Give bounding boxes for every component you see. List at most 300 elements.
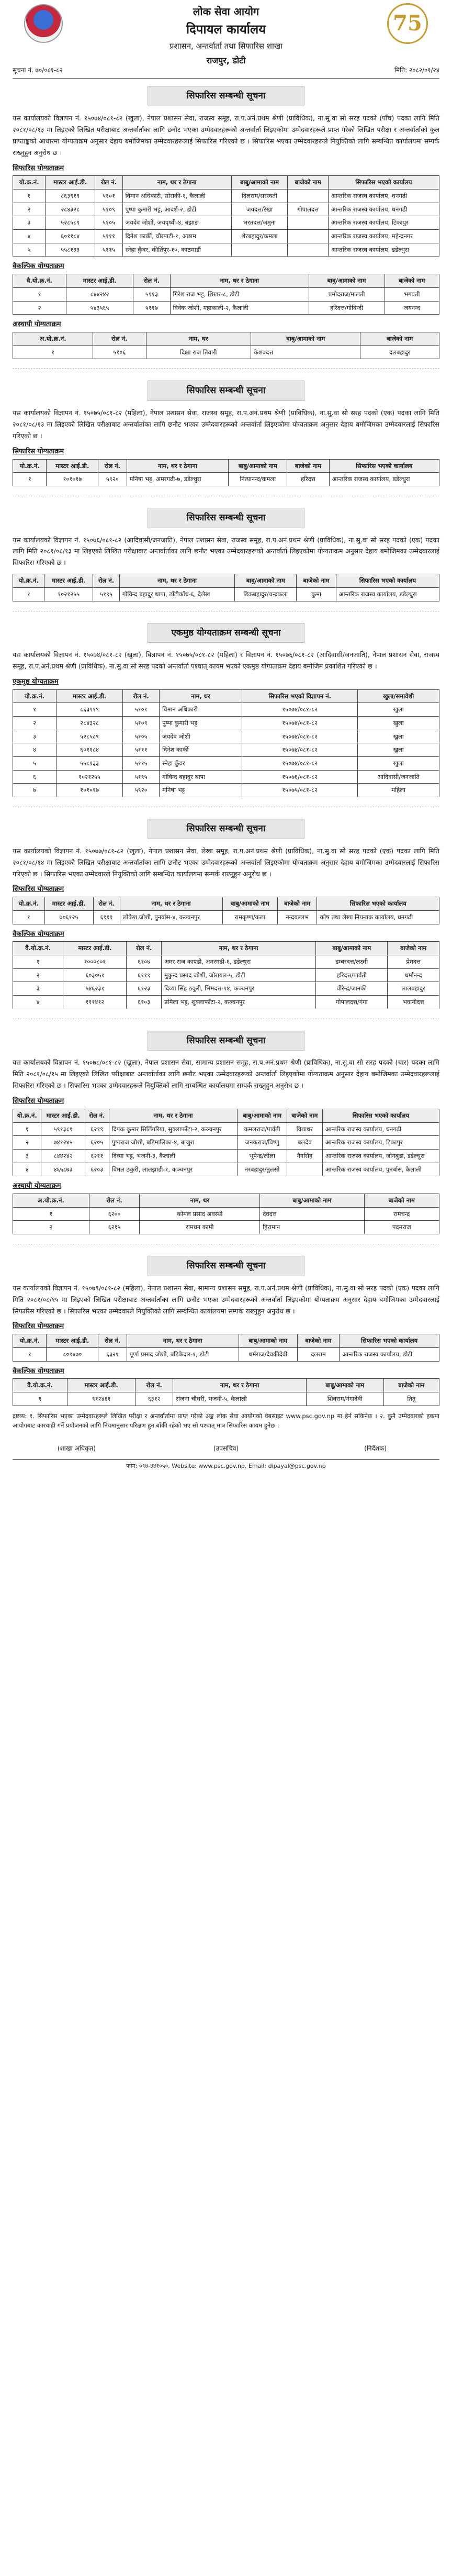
table-cell: देवदत्त: [260, 1207, 364, 1221]
table-row: [13, 587, 439, 601]
table-cell: वीरेन्द्र/जानकी: [316, 982, 388, 996]
table-cell: ८०१४७०: [47, 1347, 98, 1361]
table-cell: अमर राज कापडी, अमरगढी-६, डडेल्धुरा: [161, 955, 315, 969]
table-cell: ६२१९: [85, 1122, 109, 1136]
notice-title: सिफारिस सम्बन्धी सूचना: [148, 508, 304, 528]
table-header-row: [13, 1334, 439, 1348]
signature-under-secretary: (उपसचिव): [213, 1444, 239, 1452]
column-header: यो.क्र.नं.: [13, 1334, 47, 1348]
table-cell: गोविन्द बहादुर थापा, ठाँटीकाँध-६, दैलेख: [119, 587, 234, 601]
table-cell: जयनन्द: [385, 301, 439, 315]
table-cell: [231, 243, 288, 257]
table-cell: जयदेव जोशी: [160, 730, 242, 743]
column-header: मास्टर आई.डी.: [56, 689, 122, 703]
table-cell: ५११५: [123, 757, 160, 771]
column-header: रोल नं.: [89, 1194, 140, 1208]
table-row: [13, 1347, 439, 1361]
column-header: बाबु/आमाको नाम: [251, 332, 360, 346]
table-cell: ८४४२४२: [66, 287, 133, 301]
column-header: बाबु/आमाको नाम: [239, 1334, 297, 1348]
column-header: यो.क्र.नं.: [13, 574, 44, 588]
table-cell: ५१११: [95, 230, 122, 243]
table-cell: १: [13, 1347, 47, 1361]
table-cell: खुला: [358, 703, 439, 717]
table-cell: नैनसिंह: [287, 1149, 322, 1163]
column-header: वै.यो.क्र.नं.: [13, 1379, 67, 1392]
table-cell: जयदत्त/रेखा: [231, 203, 288, 216]
table-cell: शिवराम/गंगादेवी: [306, 1392, 383, 1406]
merit-table: [13, 274, 439, 315]
section-heading: अस्थायी योग्यताक्रम: [13, 1182, 61, 1190]
section-heading: वैकल्पिक योग्यताक्रम: [13, 262, 64, 271]
table-row: [13, 1221, 439, 1234]
table-cell: १: [13, 189, 46, 203]
table-cell: ८६३९१९: [56, 703, 122, 717]
column-header: मास्टर आई.डी.: [44, 897, 93, 911]
table-cell: आन्तरिक राजस्व कार्यालय, धनगढी: [328, 203, 439, 216]
column-header: यो.क्र.नं.: [13, 1109, 41, 1122]
table-row: [13, 996, 439, 1009]
table-cell: २: [13, 1136, 41, 1150]
table-cell: विद्याधर: [287, 1122, 322, 1136]
notice-title: एकमुष्ठ योग्यताक्रम सम्बन्धी सूचना: [148, 623, 304, 643]
table-cell: कोमल प्रसाद अवस्थी: [140, 1207, 260, 1221]
column-header: बाजेको नाम: [288, 176, 329, 189]
column-header: रोल नं.: [127, 942, 162, 955]
column-header: बाबु/आमाको नाम: [222, 897, 277, 911]
column-header: रोल नं.: [123, 689, 160, 703]
column-header: मास्टर आई.डी.: [41, 1109, 85, 1122]
table-cell: १: [13, 955, 63, 969]
table-cell: ६१११: [93, 910, 120, 924]
table-cell: १: [13, 345, 93, 359]
table-cell: २: [13, 203, 46, 216]
section-heading: सिफारिस योग्यताक्रम: [13, 885, 64, 894]
table-cell: ५९२०: [98, 473, 127, 486]
merit-table: [13, 175, 439, 257]
table-cell: आन्तरिक राजस्व कार्यालय, धनगढी: [328, 189, 439, 203]
table-cell: ८६३९१९: [46, 189, 95, 203]
table-cell: ६२०५: [85, 1136, 109, 1150]
notice-title: सिफारिस सम्बन्धी सूचना: [148, 86, 304, 106]
column-header: नाम, थर र ठेगाना: [170, 274, 309, 288]
table-cell: मनिषा भट्ट, अमरगढी-७, डडेल्धुरा: [127, 473, 229, 486]
table-cell: मनिषा भट्ट: [160, 784, 242, 797]
table-cell: नन्दबल्लभ: [277, 910, 317, 924]
table-cell: कोष तथा लेखा नियन्त्रक कार्यालय, धनगढी: [317, 910, 439, 924]
table-cell: गोपालदत्त/गंगा: [316, 996, 388, 1009]
table-cell: ५: [13, 243, 46, 257]
table-cell: स्नेहा कुँवर, कीर्तिपुर-१०, काठमाडौं: [122, 243, 231, 257]
table-row: [13, 955, 439, 969]
table-cell: ६०११८४: [56, 743, 122, 757]
column-header: मास्टर आई.डी.: [63, 942, 127, 955]
table-cell: भगवती: [385, 287, 439, 301]
table-cell: प्रमोदराज/मालती: [309, 287, 385, 301]
column-header: बाजेको नाम: [277, 897, 317, 911]
table-cell: डिकबहादुर/चन्द्रकला: [235, 587, 297, 601]
table-cell: २: [13, 968, 63, 982]
table-row: [13, 968, 439, 982]
merit-table: [13, 689, 439, 797]
table-cell: खुला: [358, 743, 439, 757]
table-row: [13, 982, 439, 996]
table-cell: ८४४२४२: [41, 1149, 85, 1163]
table-cell: पुष्पा कुमारी भट्ट, आदर्श-२, डोटी: [122, 203, 231, 216]
column-header: सिफारिस भएको कार्यालय: [328, 176, 439, 189]
table-cell: ५१११: [123, 743, 160, 757]
table-header-row: [13, 942, 439, 955]
table-header-row: [13, 1194, 439, 1208]
column-header: सिफारिस भएको विज्ञापन नं.: [242, 689, 358, 703]
table-cell: दिव्या भट्ट, भजनी-३, कैलाली: [109, 1149, 238, 1163]
notice: [13, 1019, 439, 1234]
column-header: बाजेको नाम: [385, 274, 439, 288]
column-header: बाजेको नाम: [297, 1334, 339, 1348]
table-header-row: [13, 274, 439, 288]
table-cell: ६११९: [127, 968, 162, 982]
table-cell: पुष्पा कुमारी भट्ट: [160, 717, 242, 730]
table-cell: पदमराज: [364, 1221, 439, 1234]
table-cell: ३: [13, 216, 46, 230]
table-cell: आन्तरिक राजस्व कार्यालय, पुनर्बास, कैलाली: [322, 1163, 439, 1176]
table-cell: धर्मराज/देवकीदेवी: [239, 1347, 297, 1361]
section-heading: सिफारिस योग्यताक्रम: [13, 1097, 64, 1106]
table-cell: [288, 243, 329, 257]
table-cell: आन्तरिक राजस्व कार्यालय, जोगबुडा, डडेल्धुरा: [322, 1149, 439, 1163]
column-header: बाजेको नाम: [360, 332, 439, 346]
table-cell: ५५८१३३: [46, 243, 95, 257]
table-cell: ५४६२३१: [63, 982, 127, 996]
column-header: मास्टर आई.डी.: [67, 1379, 135, 1392]
column-header: यो.क्र.नं.: [13, 689, 56, 703]
table-cell: ५१०५: [95, 216, 122, 230]
table-cell: १५०७४/०८१-८२: [242, 703, 358, 717]
table-cell: दलबहादुर: [360, 345, 439, 359]
table-cell: हरिदत्त/पार्वती: [316, 968, 388, 982]
signature-section-officer: (शाखा अधिकृत): [57, 1444, 96, 1452]
table-cell: ५११७: [133, 301, 170, 315]
column-header: वै.यो.क्र.नं.: [13, 942, 63, 955]
notice-body: यस कार्यालयको विज्ञापन नं. १५०७७/०८१-८२ (खुला), नेपाल प्रशासन सेवा, लेखा समूह, रा.प.अनं.प्रथम श्रेणी (प्राविधिक), ना.सु.वा सो सरह पदको (एक) पदका लागि मिति २०८१/०८/१४ मा लिइएको लिखित परीक्षाबाट अन्तर्वार्ताका लागि छनौट भएका उम्मेदवारहरूको अन्तर्वार्ता लिइएकोमा योग्यताक्रम अनुसार देहाय बमोजिमका उम्मेदवारलाई सिफारिस गरिएको छ । सिफारिस भएका उम्मेदवारले नियुक्तिको लागि सम्बन्धित कार्यालयमा सम्पर्क राख्नुहुन अनुरोध छ ।: [13, 846, 439, 878]
table-cell: १: [13, 910, 45, 924]
notice: [13, 611, 439, 798]
column-header: सिफारिस भएको कार्यालय: [317, 897, 439, 911]
table-cell: ५१०१: [95, 189, 122, 203]
table-cell: ५: [13, 757, 56, 771]
table-cell: १५०७४/०८१-८२: [242, 743, 358, 757]
notice-body: यस कार्यालयको विज्ञापन नं. १५०७५/०८१-८२ (महिला), नेपाल प्रशासन सेवा, राजस्व समूह, रा.प.अनं.प्रथम श्रेणी (प्राविधिक), ना.सु.वा सो सरह पदको (एक) पदका लागि मिति २०८१/०८/१३ मा लिइएको लिखित परीक्षाबाट अन्तर्वार्ताका लागि छनौट भएका उम्मेदवारहरूको अन्तर्वार्ता लिइएकोमा योग्यताक्रम अनुसार देहाय बमोजिमका उम्मेदवारलाई सिफारिस गरिएको छ ।: [13, 409, 439, 440]
signature-block: [13, 1444, 439, 1453]
table-cell: नित्यानन्द/कमला: [229, 473, 287, 486]
table-row: [13, 717, 439, 730]
table-cell: ५५८१३३: [56, 757, 122, 771]
table-cell: स्नेहा कुँवर: [160, 757, 242, 771]
table-cell: पुष्पराज जोशी, बडिमालिका-४, बाजुरा: [109, 1136, 238, 1150]
table-row: [13, 770, 439, 784]
table-cell: १: [13, 287, 66, 301]
column-header: नाम, थर र ठेगाना: [127, 1334, 239, 1348]
table-cell: शेरबहादुर/कमला: [231, 230, 288, 243]
table-header-row: [13, 176, 439, 189]
anniversary-logo: 75: [387, 3, 428, 44]
table-row: [13, 757, 439, 771]
table-cell: ६२११: [85, 1149, 109, 1163]
table-cell: आन्तरिक राजस्व कार्यालय, डडेल्धुरा: [329, 473, 439, 486]
contact-info: फोन: ०९४-४४१०५०, Website: www.psc.gov.np, Email: dipayal@psc.gov.np: [13, 1459, 439, 1470]
table-cell: ५२८५८९: [46, 216, 95, 230]
column-header: सिफारिस भएको कार्यालय: [329, 459, 439, 473]
table-cell: भवानीदत्त: [388, 996, 439, 1009]
column-header: सिफारिस भएको कार्यालय: [336, 574, 439, 588]
notice-body: यस कार्यालयको विज्ञापन नं. १५०७६/०८१-८२ (आदिवासी/जनजाति), नेपाल प्रशासन सेवा, राजस्व समूह, रा.प.अनं.प्रथम श्रेणी (प्राविधिक), ना.सु.वा सो सरह पदको (एक) पदका लागि मिति २०८१/०८/१३ मा लिइएको लिखित परीक्षाबाट अन्तर्वार्ताका लागि छनौट भएका उम्मेदवारहरूको अन्तर्वार्ता लिइएकोमा योग्यताक्रम अनुसार देहाय बमोजिमका उम्मेदवारलाई सिफारिस गरिएको छ ।: [13, 536, 439, 567]
table-cell: रामधन कामी: [140, 1221, 260, 1234]
merit-table: [13, 459, 439, 486]
table-cell: [288, 189, 329, 203]
table-cell: आन्तरिक राजस्व कार्यालय, धनगढी: [322, 1122, 439, 1136]
column-header: अ.यो.क्र.नं.: [13, 332, 93, 346]
table-cell: नरबहादुर/तुलसी: [238, 1163, 287, 1176]
table-cell: विमान अधिकारी: [160, 703, 242, 717]
column-header: रोल नं.: [95, 176, 122, 189]
column-header: मास्टर आई.डी.: [46, 176, 95, 189]
table-cell: [288, 230, 329, 243]
table-row: [13, 1149, 439, 1163]
table-cell: ५११५: [95, 243, 122, 257]
table-cell: आन्तरिक राजस्व कार्यालय, डडेल्धुरा: [328, 243, 439, 257]
table-cell: दिपक कुमार सिलिंगरिया, सुक्लाफाँटा-२, कञ्चनपुर: [109, 1122, 238, 1136]
table-cell: १५०७४/०८१-८२: [242, 717, 358, 730]
table-cell: बलदेव: [287, 1136, 322, 1150]
table-cell: आन्तरिक राजस्व कार्यालय, टिकापुर: [328, 216, 439, 230]
table-cell: लालबहादुर: [388, 982, 439, 996]
table-cell: खुला: [358, 717, 439, 730]
notice: [13, 807, 439, 1009]
table-cell: दिनेश कार्की: [160, 743, 242, 757]
table-row: [13, 301, 439, 315]
notices-container: [13, 86, 439, 1406]
section-heading: वैकल्पिक योग्यताक्रम: [13, 1367, 64, 1375]
table-cell: आन्तरिक राजस्व कार्यालय, डडेल्धुरा: [336, 587, 439, 601]
table-cell: ७: [13, 784, 56, 797]
table-cell: २: [13, 1221, 89, 1234]
notice-title: सिफारिस सम्बन्धी सूचना: [148, 819, 304, 839]
table-cell: जनकराज/विष्णु: [238, 1136, 287, 1150]
table-cell: भरतदत्त/जमुना: [231, 216, 288, 230]
table-cell: भूपेन्द्र/लीला: [238, 1149, 287, 1163]
column-header: मास्टर आई.डी.: [66, 274, 133, 288]
column-header: नाम, थर र ठेगाना: [127, 459, 229, 473]
table-cell: ५४३५६५: [66, 301, 133, 315]
notice-body: यस कार्यालयको विज्ञापन नं. १५०७८/०८१-८२ (खुला), नेपाल प्रशासन सेवा, सामान्य प्रशासन समूह, रा.प.अनं.प्रथम श्रेणी (प्राविधिक), ना.सु.वा सो सरह पदको (चार) पदका लागि मिति २०८१/०८/१५ मा लिइएको लिखित परीक्षाबाट अन्तर्वार्ताका लागि छनौट भएका उम्मेदवारहरूको अन्तर्वार्ता लिइएकोमा योग्यताक्रम अनुसार देहाय बमोजिमका उम्मेदवारहरूलाई सिफारिस गरिएको छ । सिफारिस भएका उम्मेदवारहरूले नियुक्तिको लागि सम्बन्धित कार्यालयमा सम्पर्क राख्नुहुन अनुरोध छ ।: [13, 1058, 439, 1090]
merit-table: [13, 574, 439, 601]
table-cell: महिला: [358, 784, 439, 797]
column-header: नाम, थर: [146, 332, 251, 346]
table-row: [13, 730, 439, 743]
column-header: बाजेको नाम: [287, 459, 329, 473]
column-header: नाम, थर र ठेगाना: [120, 897, 222, 911]
column-header: बाबु/आमाको नाम: [231, 176, 288, 189]
table-cell: ६३१२: [135, 1392, 173, 1406]
merit-table: [13, 897, 439, 924]
column-header: रोल नं.: [133, 274, 170, 288]
office-name: दिपायल कार्यालय: [186, 22, 266, 37]
column-header: यो.क्र.नं.: [13, 459, 47, 473]
column-header: अ.यो.क्र.नं.: [13, 1194, 89, 1208]
table-cell: १: [13, 703, 56, 717]
table-row: [13, 203, 439, 216]
table-cell: १: [13, 587, 44, 601]
notice-body: यस कार्यालयको विज्ञापन नं. १५०७४/०८१-८२ (खुला), नेपाल प्रशासन सेवा, राजस्व समूह, रा.प.अनं.प्रथम श्रेणी (प्राविधिक), ना.सु.वा सो सरह पदको (पाँच) पदका लागि मिति २०८१/०८/१३ मा लिइएको लिखित परीक्षाबाट अन्तर्वार्ताका लागि छनौट भएका उम्मेदवारहरूको अन्तर्वार्ता लिइएकोमा उम्मेदवारहरूले प्राप्त गरेको लिखित परीक्षा र अन्तर्वार्ताको कुल प्राप्ताङ्कको आधारमा योग्यताक्रम अनुसार देहाय बमोजिमका उम्मेदवारहरूलाई सिफारिस गरिएको छ । सिफारिस भएका उम्मेदवारहरूले नियुक्तिको लागि सम्बन्धित कार्यालयमा सम्पर्क राख्नुहुन अनुरोध छ ।: [13, 114, 439, 157]
table-cell: ५१०९: [95, 203, 122, 216]
table-cell: हरिदत्त/गोविन्दी: [309, 301, 385, 315]
table-cell: ४: [13, 230, 46, 243]
column-header: बाजेको नाम: [287, 1109, 322, 1122]
table-cell: ५९२०: [123, 784, 160, 797]
table-cell: २: [13, 301, 66, 315]
table-cell: ९१२४६१: [67, 1392, 135, 1406]
table-cell: ६१२३: [127, 982, 162, 996]
table-cell: ४: [13, 996, 63, 1009]
notice-body: यस कार्यालयको विज्ञापन नं. १५०७९/०८१-८२ (महिला), नेपाल प्रशासन सेवा, सामान्य प्रशासन समूह, रा.प.अनं.प्रथम श्रेणी (प्राविधिक), ना.सु.वा सो सरह पदको (एक) पदका लागि मिति २०८१/०८/१५ मा लिइएको लिखित परीक्षाबाट अन्तर्वार्ताका लागि छनौट भएका उम्मेदवारहरूको अन्तर्वार्ता लिइएकोमा योग्यताक्रम अनुसार देहाय बमोजिमका उम्मेदवारलाई सिफारिस गरिएको छ । सिफारिस भएका उम्मेदवारले नियुक्तिको लागि सम्बन्धित कार्यालयमा सम्पर्क राख्नुहुन अनुरोध छ ।: [13, 1284, 439, 1315]
column-header: नाम, थर र ठेगाना: [119, 574, 234, 588]
table-cell: केशवदत्त: [251, 345, 360, 359]
merit-table: [13, 1378, 439, 1406]
table-cell: १०१०१७: [56, 784, 122, 797]
org-name: लोक सेवा आयोग: [193, 5, 259, 18]
table-header-row: [13, 332, 439, 346]
column-header: रोल नं.: [93, 574, 120, 588]
table-cell: ६०३०५१: [63, 968, 127, 982]
table-cell: [287, 1163, 322, 1176]
table-cell: ३: [13, 982, 63, 996]
column-header: नाम, थर: [160, 689, 242, 703]
table-row: [13, 1163, 439, 1176]
section-heading: अस्थायी योग्यताक्रम: [13, 320, 61, 329]
table-cell: १: [13, 1392, 67, 1406]
table-cell: २: [13, 717, 56, 730]
issue-date: मिति: २०८२/०१/२४: [394, 66, 439, 74]
table-cell: २८४३२८: [46, 203, 95, 216]
table-cell: विवेक जोशी, महाकाली-२, कैलाली: [170, 301, 309, 315]
table-cell: आन्तरिक राजस्व कार्यालय, टिकापुर: [322, 1136, 439, 1150]
table-row: [13, 1392, 439, 1406]
table-cell: आदिवासी/जनजाति: [358, 770, 439, 784]
table-cell: ५१९५: [93, 587, 120, 601]
column-header: सिफारिस भएको कार्यालय: [340, 1334, 439, 1348]
table-cell: [288, 216, 329, 230]
table-cell: ६२१५: [89, 1221, 140, 1234]
table-cell: ५१०५: [123, 730, 160, 743]
table-cell: ३: [13, 1149, 41, 1163]
table-cell: ५९१३८९: [41, 1122, 85, 1136]
table-cell: ५२८५८९: [56, 730, 122, 743]
table-row: [13, 287, 439, 301]
section-heading: वैकल्पिक योग्यताक्रम: [13, 930, 64, 938]
table-cell: हिरामान: [260, 1221, 364, 1234]
column-header: रोल नं.: [85, 1109, 109, 1122]
notice: [13, 496, 439, 601]
table-cell: खुला: [358, 757, 439, 771]
table-cell: हरिदत्त: [287, 473, 329, 486]
table-cell: विमान अधिकारी, सोराकी-१, कैलाली: [122, 189, 231, 203]
table-cell: ६१०७: [127, 955, 162, 969]
table-row: [13, 1207, 439, 1221]
column-header: बाजेको नाम: [388, 942, 439, 955]
header: [13, 0, 439, 64]
table-row: [13, 910, 439, 924]
column-header: रोल नं.: [98, 459, 127, 473]
table-cell: ६३२१: [98, 1347, 127, 1361]
footnote: द्रष्टव्य: १. सिफारिस भएका उम्मेदवारहरूले लिखित परीक्षा र अन्तर्वार्तामा प्राप्त गरेको अङ्क लोक सेवा आयोगको वेबसाइट www.psc.gov.np मा हेर्न सकिनेछ । २. कुनै उम्मेदवारको हकमा आयोगबाट कारवाही गर्ने प्रयोजनको लागि नियमानुसार परिक्षण हुन बाँकी रहेको भए सो पश्चात् मात्र सिफारिस कायम हुनेछ ।: [13, 1412, 439, 1430]
section-heading: एकमुष्ठ योग्यताक्रम: [13, 677, 59, 686]
table-header-row: [13, 689, 439, 703]
table-cell: २८४३२८: [56, 717, 122, 730]
table-cell: ५१०१: [123, 703, 160, 717]
column-header: नाम, थर: [140, 1194, 260, 1208]
table-header-row: [13, 1379, 439, 1392]
notice-title: सिफारिस सम्बन्धी सूचना: [148, 1031, 304, 1051]
column-header: रोल नं.: [93, 897, 120, 911]
column-header: नाम, थर र ठेगाना: [173, 1379, 307, 1392]
table-row: [13, 243, 439, 257]
table-row: [13, 216, 439, 230]
table-cell: गिरेश राज भट्ट, शिखर-८, डोटी: [170, 287, 309, 301]
table-cell: दिलराम/सरस्वती: [231, 189, 288, 203]
column-header: बाबु/आमाको नाम: [238, 1109, 287, 1122]
table-cell: संजना चौधरी, भजनी-५, कैलाली: [173, 1392, 307, 1406]
table-cell: रामचन्द्र: [364, 1207, 439, 1221]
table-cell: ६: [13, 770, 56, 784]
table-cell: पूर्णा प्रसाद जोशी, बडिकेदार-१, डोटी: [127, 1347, 239, 1361]
table-cell: १: [13, 473, 47, 486]
table-cell: १५०७५/०८१-८२: [242, 784, 358, 797]
column-header: रोल नं.: [98, 1334, 127, 1348]
table-cell: १५०७४/०८१-८२: [242, 730, 358, 743]
notice-body: यस कार्यालयको विज्ञापन नं. १५०७४/०८१-८२ (खुला), विज्ञापन नं. १५०७५/०८१-८२ (महिला) र विज्ञापन नं. १५०७६/०८१-८२ (आदिवासी/जनजाति), नेपाल प्रशासन सेवा, राजस्व समूह, रा.प.अनं.प्रथम श्रेणी (प्राविधिक), ना.सु.वा सो सरह पदको अन्तर्वार्ता पश्चात् कायम भएको एकमुष्ठ योग्यताक्रम देहाय बमोजिम प्रकाशित गरिएको छ ।: [13, 651, 439, 671]
table-cell: ६२०३: [85, 1163, 109, 1176]
table-cell: १०००८०१: [63, 955, 127, 969]
table-cell: १५०७४/०८१-८२: [242, 757, 358, 771]
column-header: यो.क्र.नं.: [13, 897, 45, 911]
section-heading: सिफारिस योग्यताक्रम: [13, 447, 64, 455]
table-header-row: [13, 459, 439, 473]
notice-title: सिफारिस सम्बन्धी सूचना: [148, 1256, 304, 1276]
table-row: [13, 1122, 439, 1136]
city-name: राजपुर, डोटी: [206, 55, 246, 65]
notice: [13, 1244, 439, 1406]
reference-number: सूचना नं. ७०/०८१-८२: [13, 66, 63, 74]
column-header: वै.यो.क्र.नं.: [13, 274, 66, 288]
column-header: बाबु/आमाको नाम: [306, 1379, 383, 1392]
table-cell: मुकुन्द प्रसाद जोशी, जोरायल-५, डोटी: [161, 968, 315, 982]
table-row: [13, 230, 439, 243]
merit-table: [13, 1194, 439, 1234]
table-cell: ७०६१२५: [44, 910, 93, 924]
table-cell: ५१९५: [123, 770, 160, 784]
column-header: सिफारिस भएको कार्यालय: [322, 1109, 439, 1122]
column-header: बाबु/आमाको नाम: [309, 274, 385, 288]
table-cell: १०१०१७: [47, 473, 98, 486]
column-header: खुला/समावेशी: [358, 689, 439, 703]
table-cell: गोविन्द बहादुर थापा: [160, 770, 242, 784]
merit-table: [13, 332, 439, 359]
table-cell: दलराम: [297, 1347, 339, 1361]
table-cell: १०२१२५५: [44, 587, 93, 601]
column-header: बाबु/आमाको नाम: [260, 1194, 364, 1208]
table-cell: ५११३: [133, 287, 170, 301]
table-cell: प्रमिला भट्ट, शुक्लाफाँटा-२, कञ्चनपुर: [161, 996, 315, 1009]
